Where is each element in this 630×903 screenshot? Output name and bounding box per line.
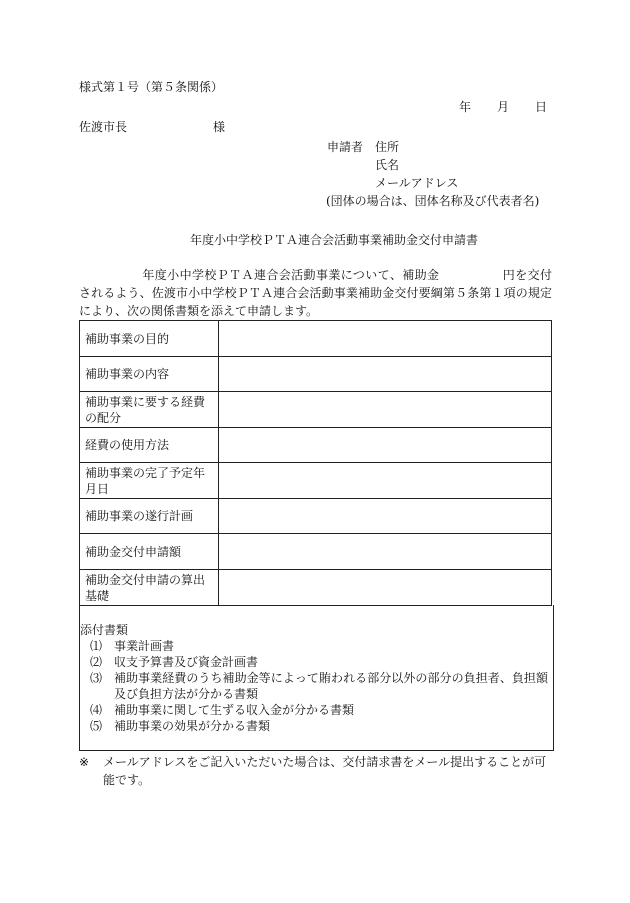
attachments-title: 添付書類 <box>80 623 129 637</box>
honorific: 様 <box>213 120 226 134</box>
requested-amount-field[interactable] <box>219 534 552 570</box>
calculation-basis-field[interactable] <box>219 570 552 606</box>
list-item <box>90 638 548 654</box>
purpose-field[interactable] <box>219 321 552 357</box>
date-year-label: 年 <box>459 100 472 114</box>
attachments-list <box>90 638 548 734</box>
statement-part1: 年度小中学校ＰＴＡ連合会活動事業について、補助金 <box>142 268 440 282</box>
cost-allocation-field[interactable] <box>219 392 552 428</box>
application-table <box>79 320 552 606</box>
email-label: メールアドレス <box>375 176 459 190</box>
date-month-label: 月 <box>497 100 510 114</box>
item-number: ⑸ <box>90 719 103 733</box>
row-label-calculation-basis: 補助金交付申請の算出基礎 <box>80 570 219 606</box>
row-label-cost-allocation: 補助事業に要する経費の配分 <box>80 392 219 428</box>
execution-plan-field[interactable] <box>219 499 552 534</box>
item-number: ⑷ <box>90 703 103 717</box>
completion-date-field[interactable] <box>219 463 552 499</box>
row-label-usage-method: 経費の使用方法 <box>80 428 219 463</box>
applicant-label: 申請者 <box>327 140 364 154</box>
document-title: 年度小中学校ＰＴＡ連合会活動事業補助金交付申請書 <box>190 233 479 247</box>
list-item <box>90 654 548 670</box>
item-number: ⑴ <box>90 639 103 653</box>
item-text: 収支予算書及び資金計画書 <box>114 655 259 669</box>
row-label-purpose: 補助事業の目的 <box>80 321 219 357</box>
application-statement <box>79 266 552 320</box>
note-text: メールアドレスをご記入いただいた場合は、交付請求書をメール提出することが可能です。 <box>103 755 547 787</box>
list-item <box>90 702 548 718</box>
item-text: 補助事業経費のうち補助金等によって賄われる部分以外の部分の負担者、負担額及び負担方法が分かる書類 <box>114 671 548 701</box>
list-item <box>90 670 548 702</box>
note-mark: ※ <box>79 755 90 769</box>
name-label: 氏名 <box>375 158 400 172</box>
item-text: 補助事業に関して生ずる収入金が分かる書類 <box>114 703 355 717</box>
address-label: 住所 <box>375 140 400 154</box>
footnote <box>79 753 552 789</box>
group-note: (団体の場合は、団体名称及び代表者名) <box>326 194 540 208</box>
form-number: 様式第１号（第５条関係） <box>79 80 224 94</box>
row-label-execution-plan: 補助事業の遂行計画 <box>80 499 219 534</box>
item-number: ⑵ <box>90 655 103 669</box>
item-text: 事業計画書 <box>114 639 175 653</box>
row-label-requested-amount: 補助金交付申請額 <box>80 534 219 570</box>
usage-method-field[interactable] <box>219 428 552 463</box>
addressee: 佐渡市長 <box>79 120 128 134</box>
item-number: ⑶ <box>90 671 103 685</box>
row-label-completion-date: 補助事業の完了予定年月日 <box>80 463 219 499</box>
content-field[interactable] <box>219 357 552 392</box>
attachments-section <box>79 605 554 751</box>
row-label-content: 補助事業の内容 <box>80 357 219 392</box>
date-day-label: 日 <box>535 100 548 114</box>
item-text: 補助事業の効果が分かる書類 <box>114 719 271 733</box>
statement-part2: 円を交付されるよう、佐渡市小中学校ＰＴＡ連合会活動事業補助金交付要綱第５条第１項の規定により、次の関係書類を添えて申請します。 <box>79 268 552 318</box>
list-item <box>90 718 548 734</box>
